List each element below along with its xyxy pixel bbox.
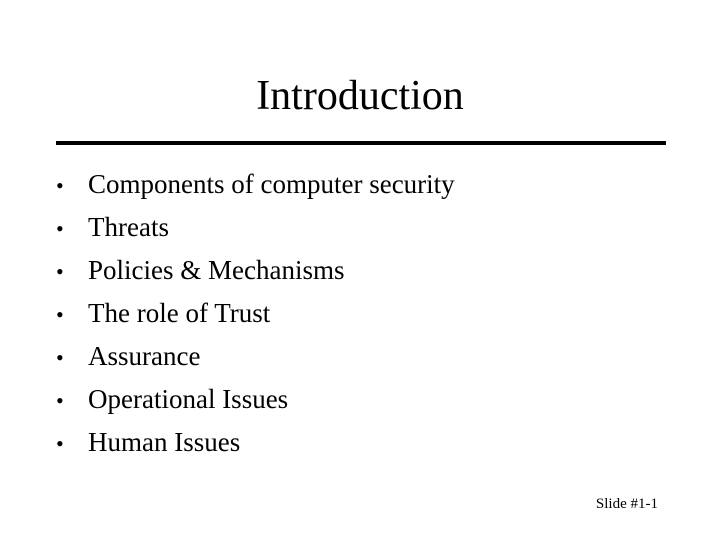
bullet-item <box>56 335 455 378</box>
bullet-item <box>56 206 455 249</box>
bullet-text: Components of computer security <box>88 169 455 199</box>
bullet-icon: • <box>56 345 64 370</box>
slide-title: Introduction <box>256 73 464 119</box>
bullet-text: Operational Issues <box>88 384 289 414</box>
bullet-item <box>56 249 455 292</box>
bullet-item <box>56 292 455 335</box>
bullet-text: The role of Trust <box>88 298 271 328</box>
title-divider <box>56 141 666 145</box>
slide-number: Slide #1-1 <box>595 496 658 512</box>
bullet-item <box>56 421 455 464</box>
bullet-list <box>56 163 455 464</box>
bullet-icon: • <box>56 259 64 284</box>
bullet-text: Assurance <box>88 341 201 371</box>
bullet-icon: • <box>56 388 64 413</box>
bullet-icon: • <box>56 173 64 198</box>
bullet-icon: • <box>56 302 64 327</box>
bullet-item <box>56 378 455 421</box>
bullet-text: Human Issues <box>88 427 241 457</box>
bullet-icon: • <box>56 216 64 241</box>
bullet-icon: • <box>56 431 64 456</box>
bullet-text: Threats <box>88 212 169 242</box>
bullet-item <box>56 163 455 206</box>
bullet-text: Policies & Mechanisms <box>88 255 345 285</box>
